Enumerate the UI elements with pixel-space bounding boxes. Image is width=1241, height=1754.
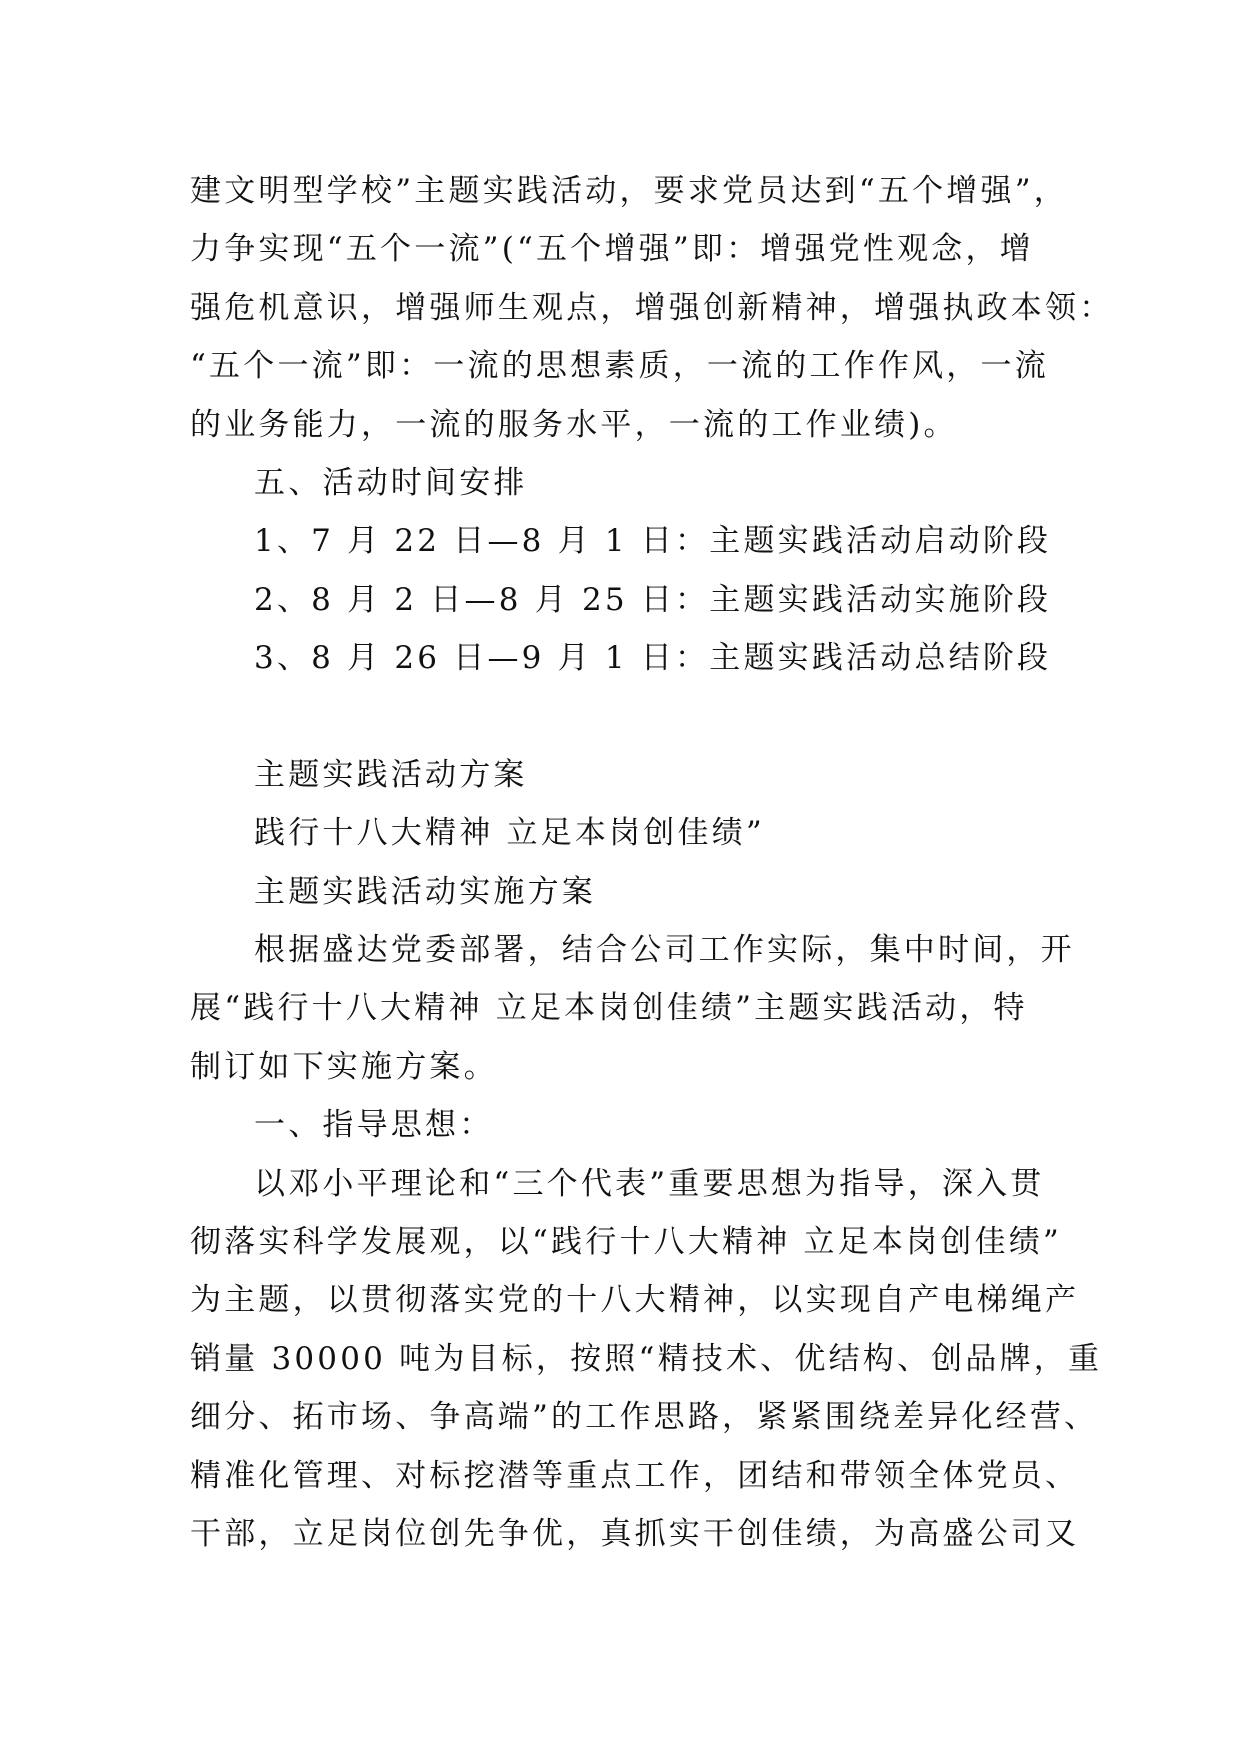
text-line: 为主题，以贯彻落实党的十八大精神，以实现自产电梯绳产 xyxy=(190,1282,1080,1319)
text-line: 精准化管理、对标挖潜等重点工作，团结和带领全体党员、 xyxy=(190,1457,1080,1494)
text-line: 以邓小平理论和“三个代表”重要思想为指导，深入贯 xyxy=(254,1165,1045,1202)
section-heading: 一、指导思想： xyxy=(254,1107,494,1144)
text-line: 展“践行十八大精神 立足本岗创佳绩”主题实践活动，特 xyxy=(190,990,1028,1027)
document-subtitle: 主题实践活动实施方案 xyxy=(254,873,596,910)
schedule-item: 2、8 月 2 日—8 月 25 日：主题实践活动实施阶段 xyxy=(254,581,1052,618)
text-line: 力争实现“五个一流”(“五个增强”即：增强党性观念，增 xyxy=(190,231,1034,268)
text-line: 建文明型学校”主题实践活动，要求党员达到“五个增强”， xyxy=(190,173,1068,209)
schedule-item: 1、7 月 22 日—8 月 1 日：主题实践活动启动阶段 xyxy=(254,523,1052,560)
text-line: 的业务能力，一流的服务水平，一流的工作业绩)。 xyxy=(190,406,958,443)
text-line: 干部，立足岗位创先争优，真抓实干创佳绩，为高盛公司又 xyxy=(190,1515,1080,1552)
document-subtitle: 践行十八大精神 立足本岗创佳绩” xyxy=(254,815,765,852)
text-line: 细分、拓市场、争高端”的工作思路，紧紧围绕差异化经营、 xyxy=(190,1399,1099,1436)
schedule-item: 3、8 月 26 日—9 月 1 日：主题实践活动总结阶段 xyxy=(254,640,1052,677)
document-title: 主题实践活动方案 xyxy=(254,756,528,793)
document-body xyxy=(190,162,1114,1563)
blank-line xyxy=(190,688,1090,746)
text-line: 根据盛达党委部署，结合公司工作实际，集中时间，开 xyxy=(254,932,1075,969)
text-line: “五个一流”即：一流的思想素质，一流的工作作风，一流 xyxy=(190,348,1049,385)
text-line: 彻落实科学发展观，以“践行十八大精神 立足本岗创佳绩” xyxy=(190,1224,1062,1261)
text-line: 销量 30000 吨为目标，按照“精技术、优结构、创品牌，重 xyxy=(190,1340,1103,1377)
text-line: 强危机意识，增强师生观点，增强创新精神，增强执政本领： xyxy=(190,289,1114,326)
section-heading: 五、活动时间安排 xyxy=(254,464,528,501)
text-line: 制订如下实施方案。 xyxy=(190,1048,498,1085)
